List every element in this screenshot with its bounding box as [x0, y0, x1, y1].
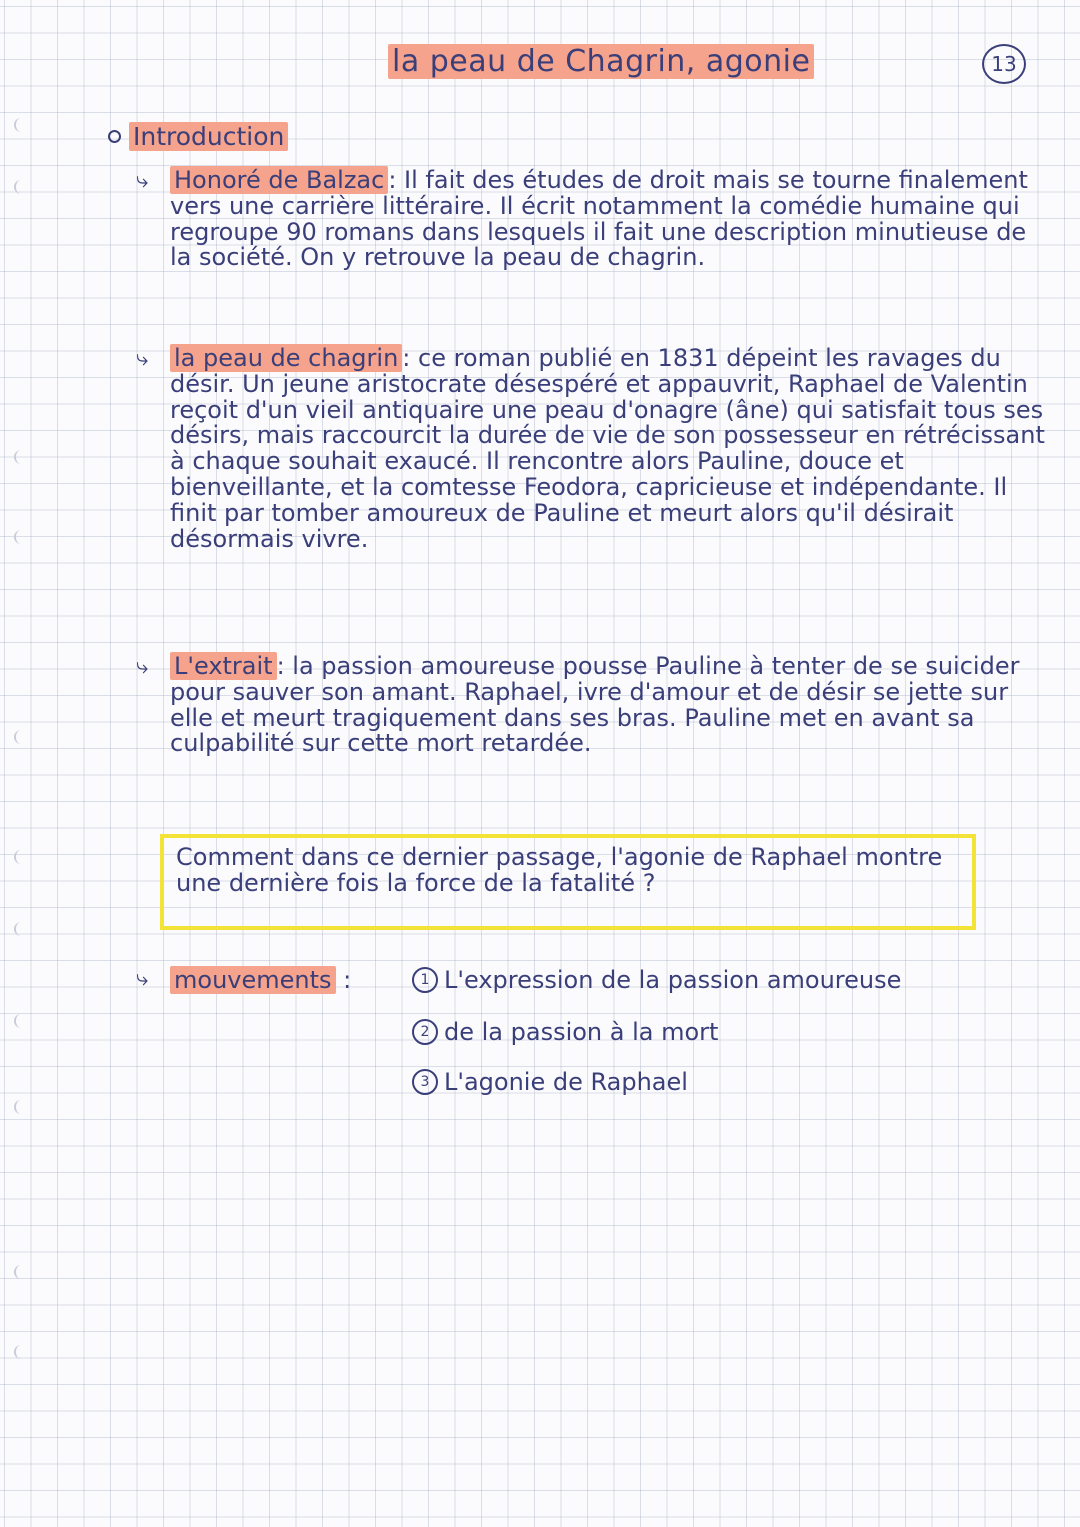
- arrow-icon: ⤷: [136, 168, 149, 193]
- section-label: la peau de chagrin: [170, 344, 402, 372]
- section-text: : la passion amoureuse pousse Pauline à tenter de se suicider pour sauver son amant. Raphael, ivre d'amour et de désir se jette sur elle et meurt tragiquement dans ses bras. Pauline met en avant sa culpabilité sur cette mort retardée.: [170, 652, 1020, 758]
- page-number: 13: [982, 44, 1026, 84]
- number-circle: 2: [412, 1019, 438, 1045]
- binder-holes: [0, 0, 40, 1527]
- section-label: L'extrait: [170, 652, 277, 680]
- section-novel: [136, 346, 1046, 552]
- arrow-icon: ⤷: [136, 346, 149, 371]
- section-extract: [136, 654, 1046, 757]
- movement-item: [412, 1068, 688, 1096]
- movements-label: mouvements: [170, 966, 336, 994]
- movement-item: [412, 1018, 718, 1046]
- movement-item: [412, 966, 901, 994]
- number-circle: 1: [412, 967, 438, 993]
- arrow-icon: ⤷: [136, 966, 149, 991]
- bullet-circle-icon: [108, 130, 121, 143]
- number-circle: 3: [412, 1069, 438, 1095]
- section-text: : Il fait des études de droit mais se tourne finalement vers une carrière littéraire. Il écrit notamment la comédie humaine qui regroupe 90 romans dans lesquels il fait une description minutieuse de la société. On y retrouve la peau de chagrin.: [170, 166, 1028, 272]
- problematic-question: Comment dans ce dernier passage, l'agonie de Raphael montre une dernière fois la force de la fatalité ?: [160, 834, 976, 930]
- section-author: [136, 168, 1046, 271]
- movement-text: de la passion à la mort: [444, 1018, 719, 1046]
- movement-text: L'agonie de Raphael: [444, 1068, 688, 1096]
- section-text: : ce roman publié en 1831 dépeint les ravages du désir. Un jeune aristocrate désespéré et appauvrit, Raphael de Valentin reçoit d'un vieil antiquaire une peau d'onagre (âne) qui satisfait tous ses désirs, mais raccourcit la durée de vie de son possesseur en rétrécissant à chaque souhait exaucé. Il rencontre alors Pauline, douce et bienveillante, et la comtesse Feodora, capricieuse et indépendante. Il finit par tomber amoureux de Pauline et meurt alors qu'il désirait désormais vivre.: [170, 344, 1045, 553]
- movement-text: L'expression de la passion amoureuse: [444, 966, 902, 994]
- page-title: la peau de Chagrin, agonie: [388, 44, 814, 79]
- arrow-icon: ⤷: [136, 654, 149, 679]
- section-label: Honoré de Balzac: [170, 166, 388, 194]
- intro-heading: Introduction: [108, 122, 288, 151]
